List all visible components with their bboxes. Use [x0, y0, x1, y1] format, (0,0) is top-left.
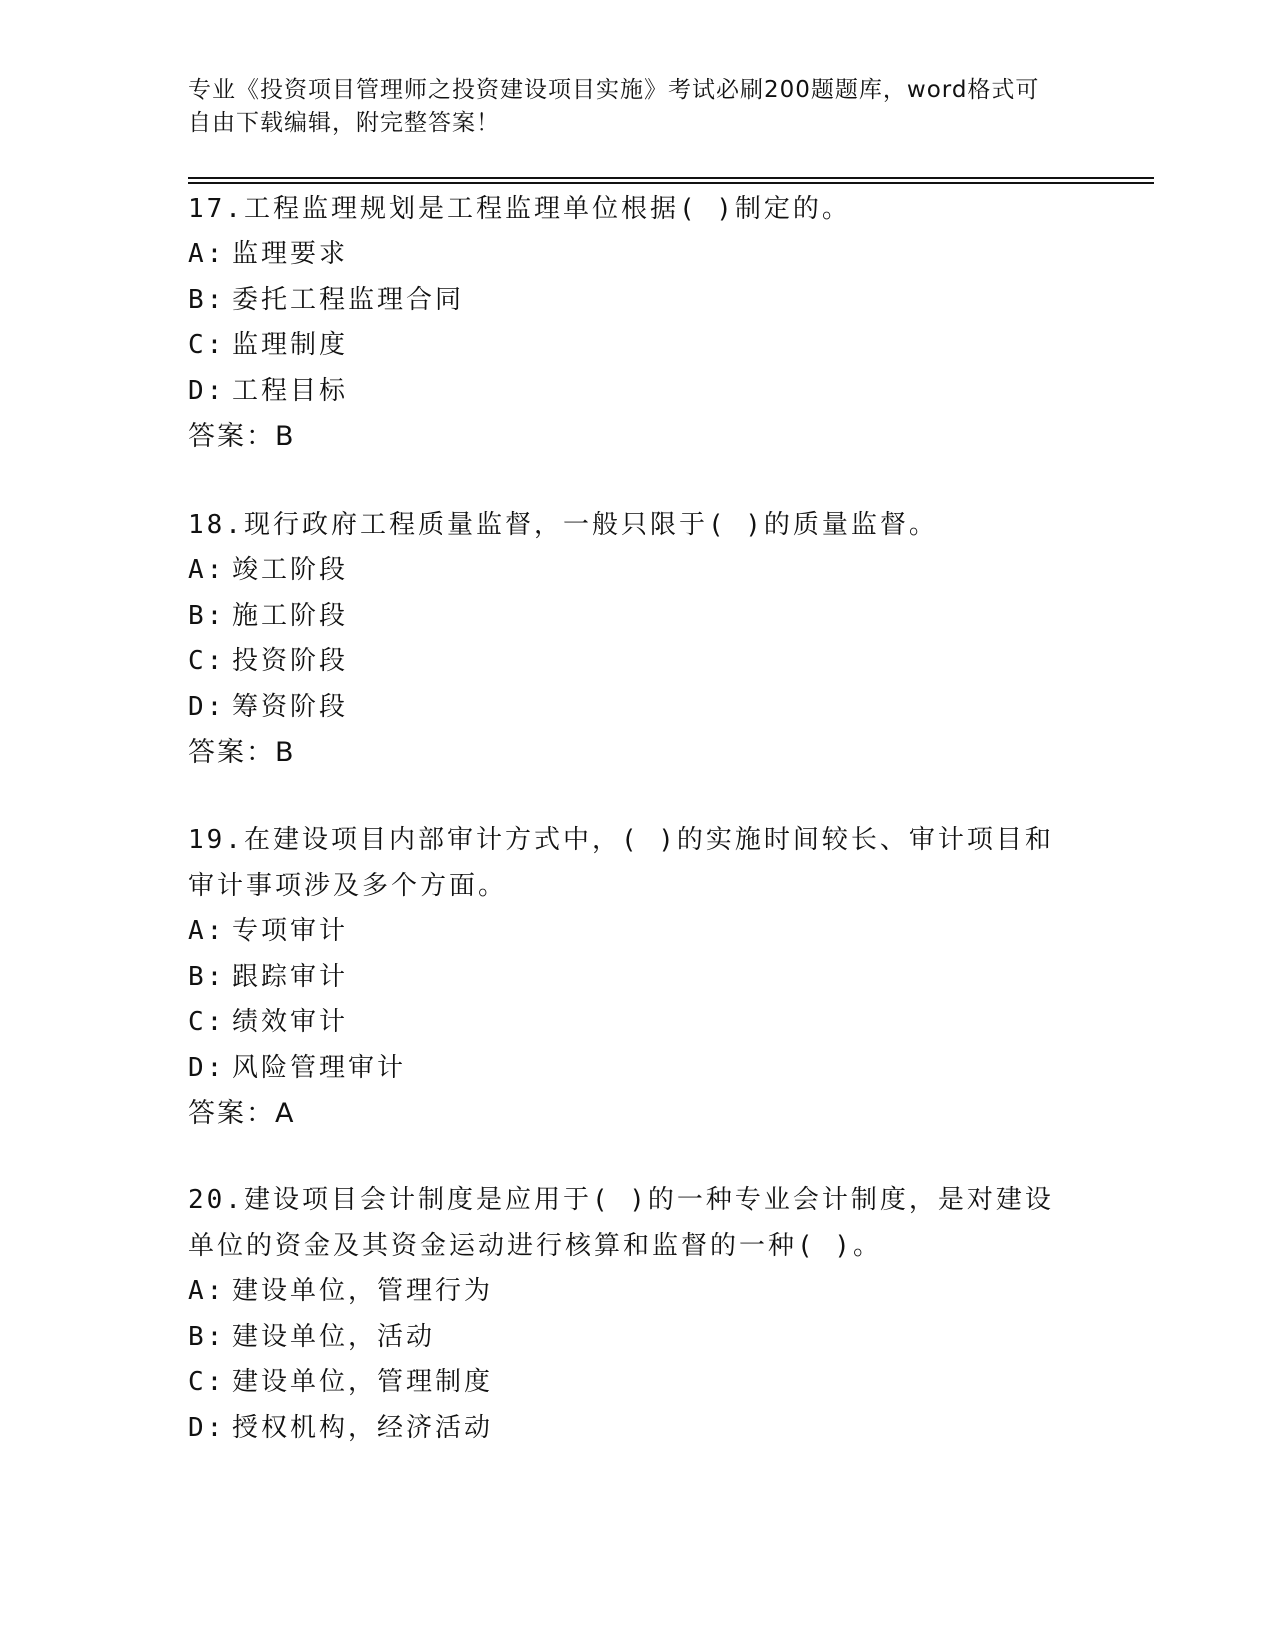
option-letter: B:: [188, 284, 226, 315]
option-a: [188, 548, 1088, 594]
option-text: 监理制度: [232, 330, 349, 360]
option-text: 施工阶段: [232, 600, 349, 631]
option-d: [188, 1406, 1088, 1452]
option-a: [188, 232, 1088, 278]
option-c: [188, 1000, 1088, 1046]
option-text: 绩效审计: [232, 1007, 349, 1037]
question-stem: 20.建设项目会计制度是应用于( )的一种专业会计制度，是对建设: [188, 1185, 1054, 1215]
question-stem-continued: 单位的资金及其资金运动进行核算和监督的一种( )。: [188, 1231, 882, 1261]
option-text: 授权机构，经济活动: [232, 1412, 494, 1443]
option-letter: B:: [188, 600, 226, 631]
option-text: 建设单位，管理制度: [232, 1367, 494, 1397]
option-text: 风险管理审计: [232, 1052, 407, 1083]
option-b: [188, 278, 1088, 324]
question-stem-continued: 审计事项涉及多个方面。: [188, 871, 508, 901]
option-c: [188, 323, 1088, 369]
option-text: 建设单位，管理行为: [232, 1276, 494, 1306]
question-18: [188, 502, 1088, 776]
question-stem: 19.在建设项目内部审计方式中，( )的实施时间较长、审计项目和: [188, 825, 1054, 855]
option-text: 建设单位，活动: [232, 1321, 436, 1352]
option-letter: C:: [188, 1367, 226, 1397]
question-19: [188, 817, 1088, 1137]
option-text: 跟踪审计: [232, 961, 349, 992]
option-d: [188, 1046, 1088, 1092]
option-letter: A:: [188, 555, 226, 585]
option-text: 竣工阶段: [232, 555, 349, 585]
option-c: [188, 1360, 1088, 1406]
option-text: 委托工程监理合同: [232, 284, 465, 315]
option-text: 专项审计: [232, 916, 349, 946]
option-letter: B:: [188, 961, 226, 992]
header-line-1: 专业《投资项目管理师之投资建设项目实施》考试必刷200题题库，word格式可: [188, 77, 1040, 103]
option-a: [188, 909, 1088, 955]
option-text: 工程目标: [232, 375, 349, 406]
document-header: [188, 74, 1068, 140]
option-c: [188, 639, 1088, 685]
option-letter: D:: [188, 691, 226, 722]
header-rule-top: [188, 177, 1154, 179]
option-letter: C:: [188, 330, 226, 360]
option-d: [188, 685, 1088, 731]
answer-line: 答案：B: [188, 421, 296, 452]
question-17: [188, 186, 1088, 460]
option-d: [188, 369, 1088, 415]
option-b: [188, 1315, 1088, 1361]
option-b: [188, 594, 1088, 640]
option-letter: D:: [188, 1412, 226, 1443]
question-stem: 17.工程监理规划是工程监理单位根据( )制定的。: [188, 194, 851, 224]
option-letter: A:: [188, 1276, 226, 1306]
option-letter: A:: [188, 916, 226, 946]
header-line-2: 自由下载编辑，附完整答案！: [188, 110, 500, 136]
option-letter: C:: [188, 646, 226, 676]
option-letter: D:: [188, 1052, 226, 1083]
option-letter: C:: [188, 1007, 226, 1037]
option-letter: D:: [188, 375, 226, 406]
option-b: [188, 955, 1088, 1001]
answer-line: 答案：A: [188, 1098, 296, 1129]
question-20: [188, 1177, 1088, 1451]
header-rule-bottom: [188, 182, 1154, 184]
question-stem: 18.现行政府工程质量监督，一般只限于( )的质量监督。: [188, 510, 938, 540]
option-text: 筹资阶段: [232, 691, 349, 722]
option-text: 投资阶段: [232, 646, 349, 676]
option-letter: A:: [188, 239, 226, 269]
answer-line: 答案：B: [188, 737, 296, 768]
option-a: [188, 1269, 1088, 1315]
option-text: 监理要求: [232, 239, 349, 269]
option-letter: B:: [188, 1321, 226, 1352]
